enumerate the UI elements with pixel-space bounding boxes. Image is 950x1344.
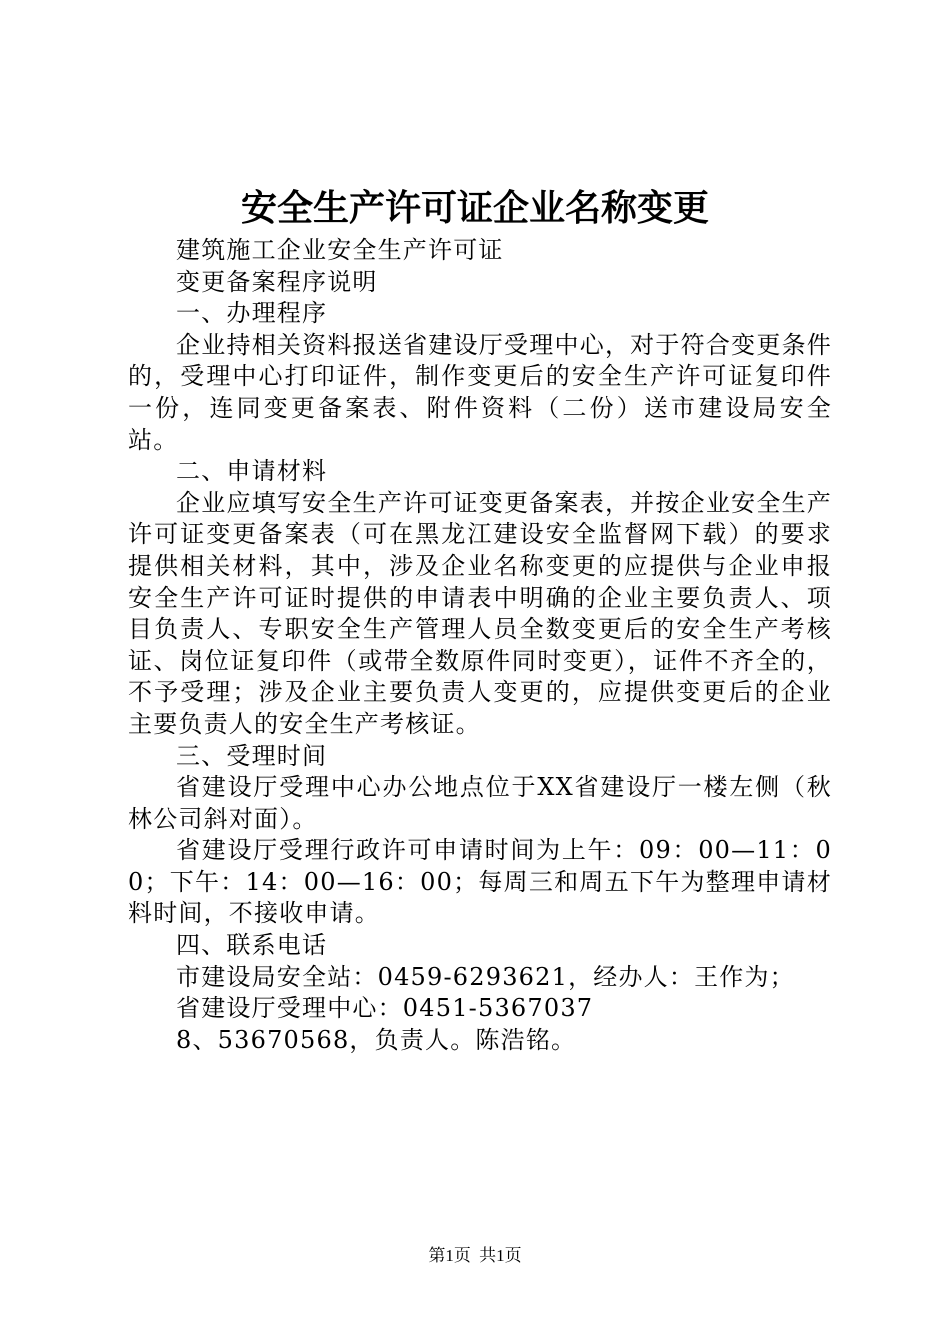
paragraph-procedure: 企业持相关资料报送省建设厅受理中心，对于符合变更条件的，受理中心打印证件，制作变更后的安全生产许可证复印件一份，连同变更备案表、附件资料（二份）送市建设局安全站。 — [128, 330, 832, 454]
paragraph-location: 省建设厅受理中心办公地点位于XX省建设厅一楼左侧（秋林公司斜对面）。 — [128, 773, 832, 833]
paragraph-contact-city: 市建设局安全站：0459-6293621，经办人：王作为； — [176, 962, 795, 991]
page-number: 第1页 — [428, 1246, 471, 1265]
paragraph-contact-province: 省建设厅受理中心：0451-5367037 — [176, 994, 594, 1023]
section-heading-procedure: 一、办理程序 — [176, 299, 328, 328]
paragraph-subtitle-1: 建筑施工企业安全生产许可证 — [176, 236, 504, 264]
page-footer — [0, 1244, 950, 1268]
paragraph-contact-extra: 8、53670568，负责人。陈浩铭。 — [176, 1025, 577, 1054]
page-total: 共1页 — [479, 1246, 522, 1265]
document-body — [128, 235, 832, 1056]
section-heading-contact: 四、联系电话 — [176, 931, 328, 960]
section-heading-time: 三、受理时间 — [176, 741, 328, 770]
paragraph-subtitle-2: 变更备案程序说明 — [176, 267, 378, 296]
paragraph-materials: 企业应填写安全生产许可证变更备案表，并按企业安全生产许可证变更备案表（可在黑龙江建设安全监督网下载）的要求提供相关材料，其中，涉及企业名称变更的应提供与企业申报安全生产许可证时提供的申请表中明确的企业主要负责人、项目负责人、专职安全生产管理人员全数变更后的安全生产考核证、岗位证复印件（或带全数原件同时变更），证件不齐全的，不予受理；涉及企业主要负责人变更的，应提供变更后的企业主要负责人的安全生产考核证。 — [128, 488, 832, 738]
section-heading-materials: 二、申请材料 — [176, 457, 328, 486]
document-title: 安全生产许可证企业名称变更 — [240, 187, 709, 229]
paragraph-hours: 省建设厅受理行政许可申请时间为上午：09：00—11：00；下午：14：00—16：00；每周三和周五下午为整理申请材料时间，不接收申请。 — [128, 836, 832, 928]
